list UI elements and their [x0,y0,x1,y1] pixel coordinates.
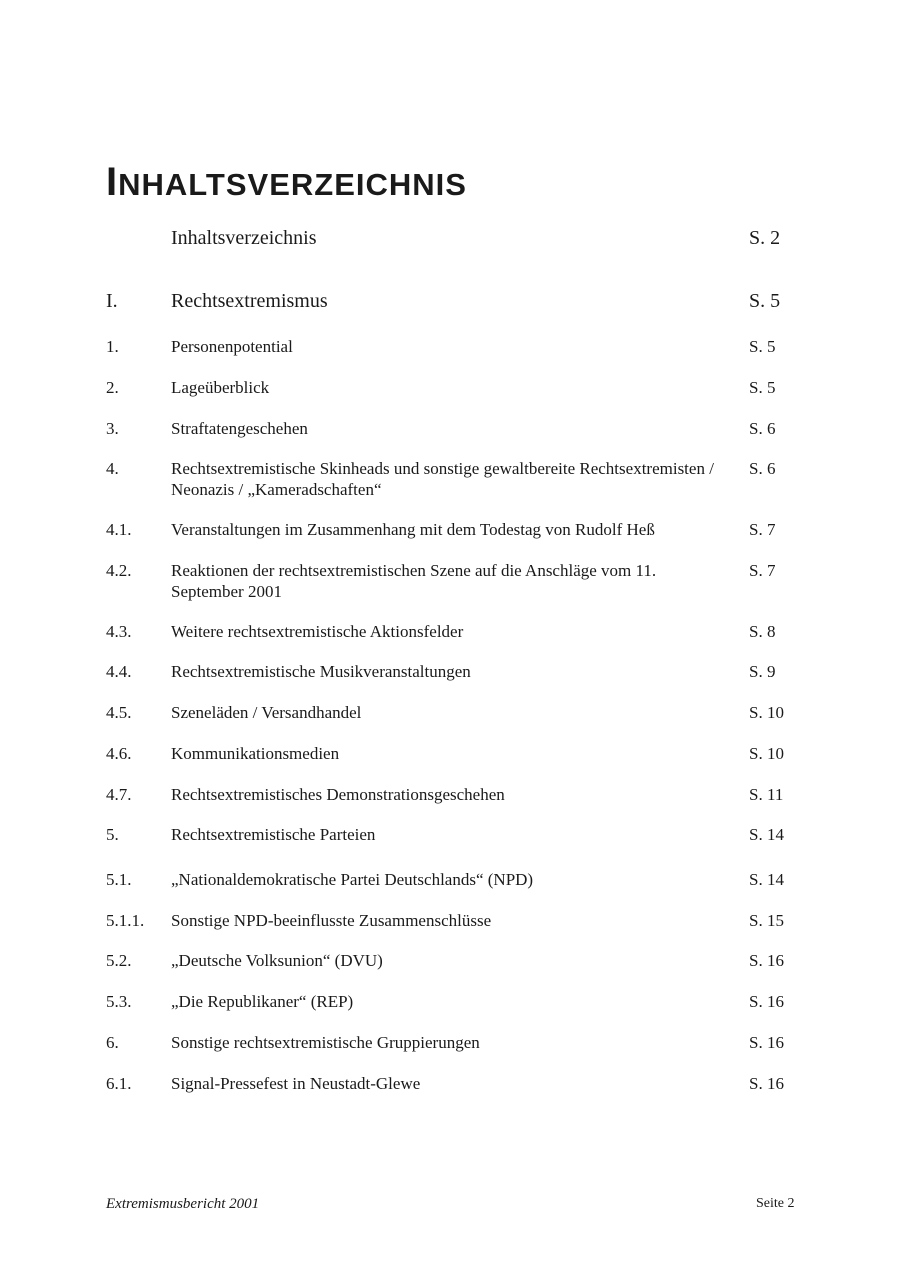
toc-title: „Deutsche Volksunion“ (DVU) [171,951,383,970]
toc-title: „Die Republikaner“ (REP) [171,992,354,1011]
toc-number: 4.7. [106,785,132,804]
toc-title: „Nationaldemokratische Partei Deutschlands“ (NPD) [171,870,534,889]
toc-number: 4.5. [106,703,132,722]
toc-page: S. 7 [749,561,776,580]
toc-number: 4.3. [106,622,132,641]
toc-number: 5.1.1. [106,911,145,930]
toc-page: S. 8 [749,622,776,641]
toc-number: 2. [106,378,119,397]
toc-page: S. 16 [749,1074,784,1093]
toc-title: Personenpotential [171,337,293,356]
toc-page: S. 6 [749,419,776,438]
toc-page: S. 11 [749,785,784,804]
toc-number: 3. [106,419,119,438]
title-initial: I [106,160,119,204]
toc-page: S. 14 [749,825,784,844]
toc-page: S. 9 [749,662,776,681]
footer-page-number: Seite 2 [756,1196,795,1211]
page-title [106,160,467,205]
toc-page: S. 15 [749,911,784,930]
toc-number: 4.1. [106,520,132,539]
toc-title: Rechtsextremistisches Demonstrationsgeschehen [171,785,505,804]
toc-page: S. 2 [749,227,781,249]
toc-title: Szeneläden / Versandhandel [171,703,362,722]
toc-title: Kommunikationsmedien [171,744,340,763]
toc-number: 4.6. [106,744,132,763]
toc-title: Rechtsextremismus [171,290,328,312]
footer-document-title: Extremismusbericht 2001 [106,1196,260,1212]
toc-title: Inhaltsverzeichnis [171,227,317,249]
toc-number: I. [106,290,118,312]
toc-page: S. 5 [749,337,776,356]
toc-title: Reaktionen der rechtsextremistischen Szene auf die Anschläge vom 11. September 2001 [171,561,657,601]
toc-number: 1. [106,337,119,356]
toc-title: Signal-Pressefest in Neustadt-Glewe [171,1074,421,1093]
toc-title: Lageüberblick [171,378,270,397]
toc-number: 5. [106,825,119,844]
toc-title: Veranstaltungen im Zusammenhang mit dem Todestag von Rudolf Heß [171,520,655,539]
toc-title: Rechtsextremistische Parteien [171,825,376,844]
toc-page: S. 16 [749,951,784,970]
title-rest: NHALTSVERZEICHNIS [118,167,467,202]
toc-title: Straftatengeschehen [171,419,308,438]
toc-title: Weitere rechtsextremistische Aktionsfelder [171,622,464,641]
toc-page: S. 5 [749,290,781,312]
toc-page: S. 10 [749,703,784,722]
toc-number: 6. [106,1033,119,1052]
toc-title: Sonstige rechtsextremistische Gruppierungen [171,1033,480,1052]
toc-page: S. 6 [749,459,776,478]
toc-page: S. 14 [749,870,784,889]
toc-number: 4.4. [106,662,132,681]
toc-number: 5.2. [106,951,132,970]
toc-number: 4. [106,459,119,478]
toc-page: S. 5 [749,378,776,397]
toc-number: 5.3. [106,992,132,1011]
toc-number: 6.1. [106,1074,132,1093]
toc-title: Rechtsextremistische Skinheads und sonstige gewaltbereite Rechtsextremisten / Neonazis / „Kameradschaften“ [171,459,714,499]
toc-number: 5.1. [106,870,132,889]
toc-page: S. 7 [749,520,776,539]
toc-page: S. 16 [749,1033,784,1052]
toc-number: 4.2. [106,561,132,580]
toc-page: S. 16 [749,992,784,1011]
toc-title: Rechtsextremistische Musikveranstaltungen [171,662,471,681]
toc-title: Sonstige NPD-beeinflusste Zusammenschlüsse [171,911,492,930]
toc-page: S. 10 [749,744,784,763]
